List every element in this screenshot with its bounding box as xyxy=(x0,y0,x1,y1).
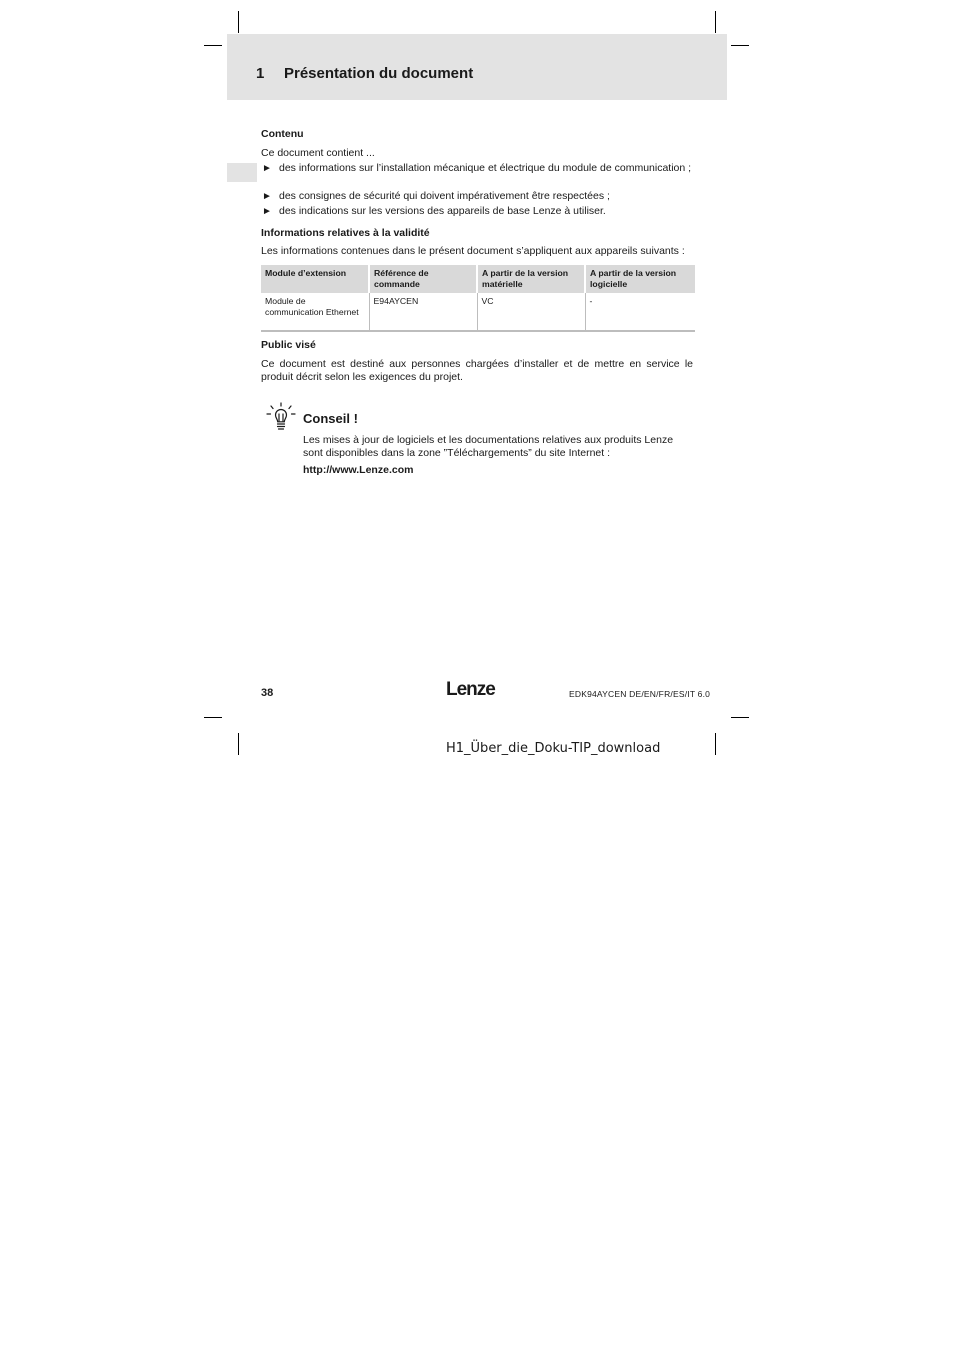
validity-table xyxy=(261,265,695,332)
table-header-cell: Module d’extension xyxy=(261,265,369,293)
chapter-side-tab xyxy=(227,163,257,182)
list-item xyxy=(261,190,693,203)
section-heading-contenu: Contenu xyxy=(261,128,304,140)
tip-title: Conseil ! xyxy=(303,411,358,426)
website-link[interactable]: http://www.Lenze.com xyxy=(303,464,414,476)
list-item xyxy=(261,162,693,188)
tip-text: Les mises à jour de logiciels et les documentations relatives aux produits Lenze sont disponibles dans la zone ”Téléchargements” du site Internet : xyxy=(303,434,674,459)
table-cell: - xyxy=(585,293,695,331)
crop-mark xyxy=(204,717,222,718)
crop-mark xyxy=(238,11,239,33)
section-heading-validity: Informations relatives à la validité xyxy=(261,227,430,239)
crop-mark xyxy=(238,733,239,755)
crop-mark xyxy=(715,733,716,755)
table-cell: VC xyxy=(477,293,585,331)
source-file-name: H1_Über_die_Doku-TIP_download xyxy=(446,741,661,756)
crop-mark xyxy=(731,45,749,46)
list-item-text: des consignes de sécurité qui doivent impérativement être respectées ; xyxy=(279,190,610,202)
crop-mark xyxy=(204,45,222,46)
table-header-row xyxy=(261,265,695,293)
table-header-cell: A partir de la version matérielle xyxy=(477,265,585,293)
list-item xyxy=(261,205,693,218)
bullet-arrow-icon: ► xyxy=(262,206,272,217)
list-item-text: des indications sur les versions des appareils de base Lenze à utiliser. xyxy=(279,205,606,217)
document-id: EDK94AYCEN DE/EN/FR/ES/IT 6.0 xyxy=(569,689,711,699)
chapter-number: 1 xyxy=(256,65,265,82)
bullet-arrow-icon: ► xyxy=(262,191,272,202)
contenu-intro: Ce document contient ... xyxy=(261,147,375,159)
lightbulb-icon xyxy=(266,402,296,434)
lenze-logo: Lenze xyxy=(446,679,495,700)
table-row xyxy=(261,293,695,331)
bullet-arrow-icon: ► xyxy=(262,163,272,174)
table-header-cell: Référence de commande xyxy=(369,265,477,293)
table-cell: E94AYCEN xyxy=(369,293,477,331)
crop-mark xyxy=(715,11,716,33)
audience-text: Ce document est destiné aux personnes chargées d’installer et de mettre en service le produit décrit selon les exigences du projet. xyxy=(261,358,693,383)
table-cell: Module de communication Ethernet xyxy=(261,293,369,331)
validity-intro: Les informations contenues dans le présent document s’appliquent aux appareils suivants : xyxy=(261,245,685,257)
list-item-text: des informations sur l’installation mécanique et électrique du module de communication ; xyxy=(279,162,692,174)
crop-mark xyxy=(731,717,749,718)
section-heading-audience: Public visé xyxy=(261,339,316,351)
table-header-cell: A partir de la version logicielle xyxy=(585,265,695,293)
chapter-title: Présentation du document xyxy=(284,65,474,82)
page-number: 38 xyxy=(261,687,274,699)
